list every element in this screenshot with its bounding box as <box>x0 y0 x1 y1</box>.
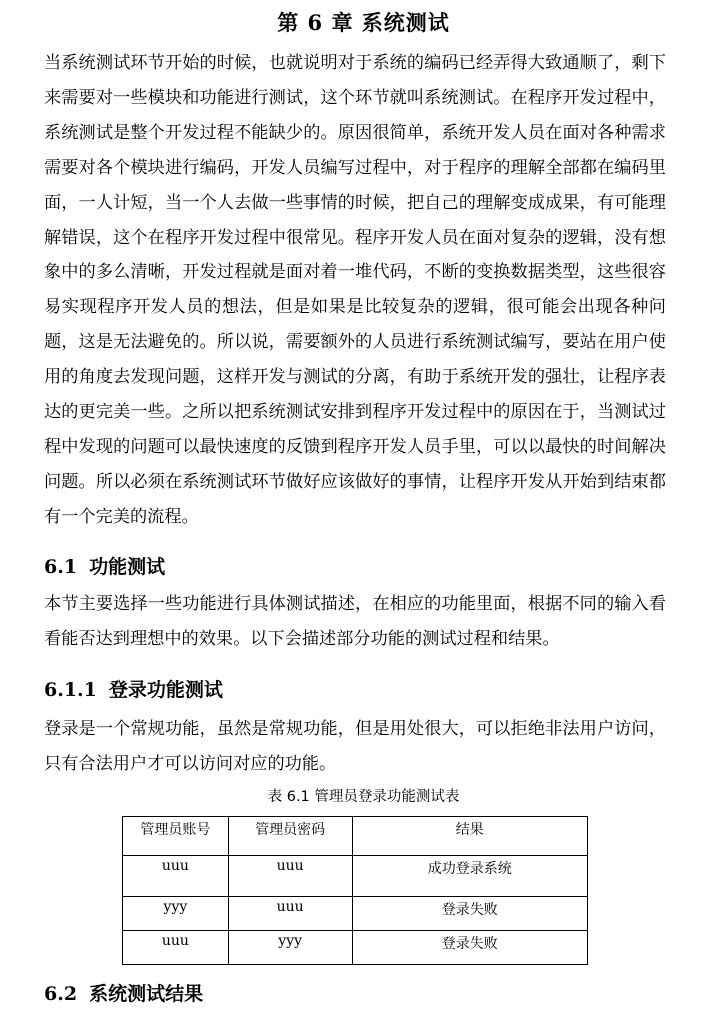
section-number: 6.2 <box>44 983 78 1005</box>
section-number: 6.1.1 <box>44 679 97 701</box>
cell-result: 登录失败 <box>352 931 587 965</box>
cell-account: uuu <box>123 856 229 897</box>
cell-password: uuu <box>228 856 352 897</box>
login-test-table <box>122 816 588 965</box>
intro-paragraph: 当系统测试环节开始的时候，也就说明对于系统的编码已经弄得大致通顺了，剩下来需要对一些模块和功能进行测试，这个环节就叫系统测试。在程序开发过程中，系统测试是整个开发过程不能缺少的。原因很简单，系统开发人员在面对各种需求需要对各个模块进行编码，开发人员编写过程中，对于程序的理解全部都在编码里面，一人计短，当一个人去做一些事情的时候，把自己的理解变成成果，有可能理解错误，这个在程序开发过程中很常见。程序开发人员在面对复杂的逻辑，没有想象中的多么清晰，开发过程就是面对着一堆代码，不断的变换数据类型，这些很容易实现程序开发人员的想法，但是如果是比较复杂的逻辑，很可能会出现各种问题，这是无法避免的。所以说，需要额外的人员进行系统测试编写，要站在用户使用的角度去发现问题，这样开发与测试的分离，有助于系统开发的强壮，让程序表达的更完美一些。之所以把系统测试安排到程序开发过程中的原因在于，当测试过程中发现的问题可以最快速度的反馈到程序开发人员手里，可以以最快的时间解决问题。所以必须在系统测试环节做好应该做好的事情，让程序开发从开始到结束都有一个完美的流程。 <box>44 53 666 527</box>
chapter-title: 第 6 章 系统测试 <box>277 10 450 35</box>
header-admin-account: 管理员账号 <box>123 817 229 856</box>
cell-result: 成功登录系统 <box>352 856 587 897</box>
table-row <box>123 897 588 931</box>
table-row <box>123 931 588 965</box>
section-6-1-paragraph: 本节主要选择一些功能进行具体测试描述，在相应的功能里面，根据不同的输入看看能否达到理想中的效果。以下会描述部分功能的测试过程和结果。 <box>44 594 666 649</box>
header-admin-password: 管理员密码 <box>228 817 352 856</box>
cell-password: yyy <box>228 931 352 965</box>
section-heading-6-2 <box>44 980 203 1008</box>
section-number: 6.1 <box>44 556 78 578</box>
header-result: 结果 <box>352 817 587 856</box>
section-title: 登录功能测试 <box>108 679 223 701</box>
cell-result: 登录失败 <box>352 897 587 931</box>
table-caption: 表 6.1 管理员登录功能测试表 <box>267 789 460 805</box>
section-heading-6-1-1 <box>44 676 223 704</box>
cell-account: uuu <box>123 931 229 965</box>
table-row <box>123 856 588 897</box>
cell-password: uuu <box>228 897 352 931</box>
section-title: 功能测试 <box>89 556 166 578</box>
table-header-row <box>123 817 588 856</box>
section-title: 系统测试结果 <box>89 983 204 1005</box>
section-6-1-1-paragraph: 登录是一个常规功能，虽然是常规功能，但是用处很大，可以拒绝非法用户访问，只有合法用户才可以访问对应的功能。 <box>44 719 666 774</box>
cell-account: yyy <box>123 897 229 931</box>
section-heading-6-1 <box>44 553 165 581</box>
